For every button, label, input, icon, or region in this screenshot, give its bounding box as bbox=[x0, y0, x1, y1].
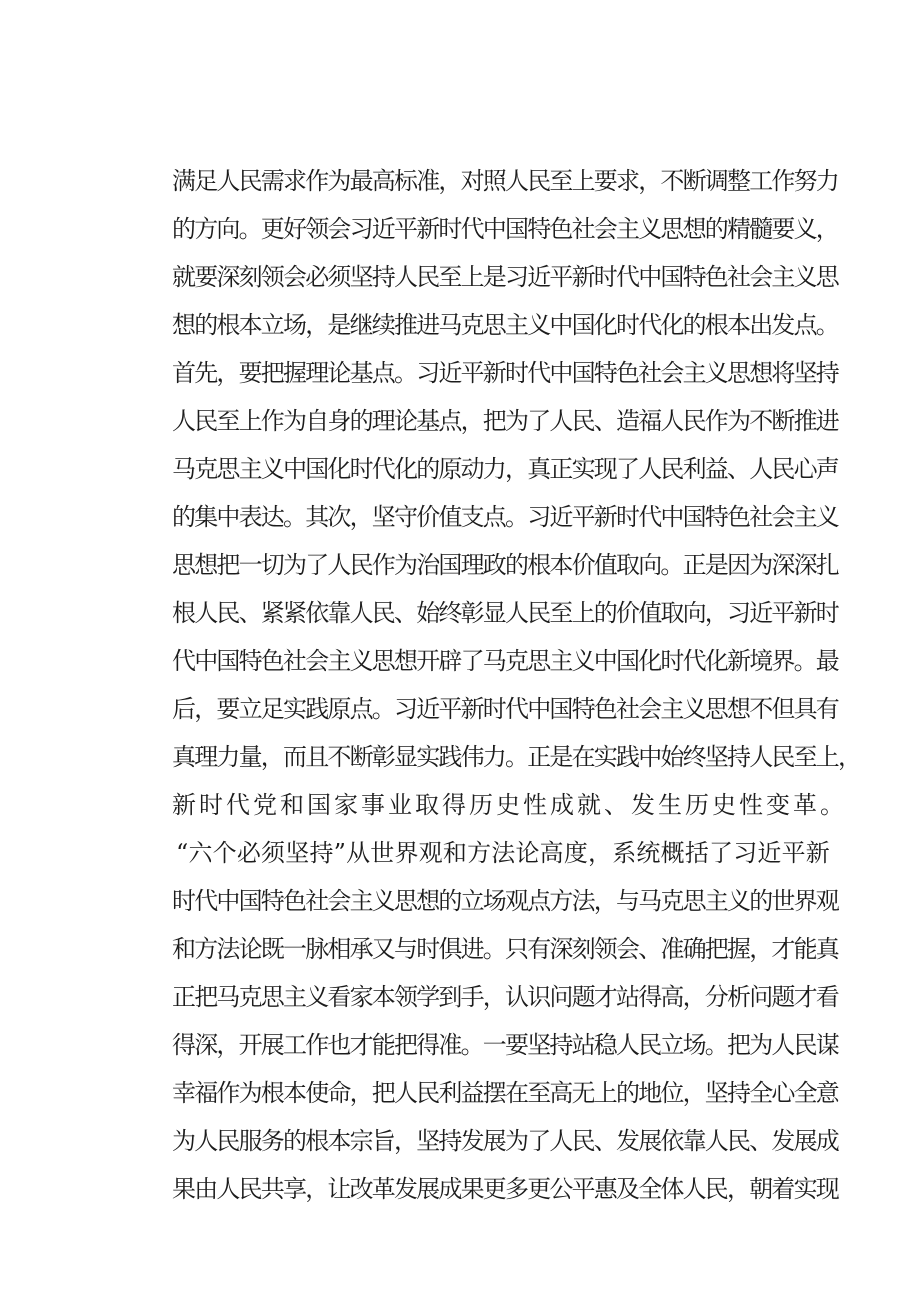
p2-line-3: 和方法论既一脉相承又与时俱进。只有深刻领会、准确把握，才能真 bbox=[172, 935, 838, 963]
p1-line-4: 想的根本立场，是继续推进马克思主义中国化时代化的根本出发点。 bbox=[172, 311, 838, 339]
p1-line-12: 后，要立足实践原点。习近平新时代中国特色社会主义思想不但具有 bbox=[172, 695, 838, 723]
p1-line-7: 马克思主义中国化时代化的原动力，真正实现了人民利益、人民心声 bbox=[172, 455, 838, 483]
p1-line-13: 真理力量，而且不断彰显实践伟力。正是在实践中始终坚持人民至上， bbox=[172, 743, 861, 771]
p1-line-9: 思想把一切为了人民作为治国理政的根本价值取向。正是因为深深扎 bbox=[172, 551, 838, 579]
p1-line-10: 根人民、紧紧依靠人民、始终彰显人民至上的价值取向，习近平新时 bbox=[172, 599, 838, 627]
p2-line-1: “六个必须坚持”从世界观和方法论高度，系统概括了习近平新 bbox=[176, 839, 830, 867]
p2-line-2: 时代中国特色社会主义思想的立场观点方法，与马克思主义的世界观 bbox=[172, 887, 838, 915]
p2-line-6: 幸福作为根本使命，把人民利益摆在至高无上的地位，坚持全心全意 bbox=[172, 1079, 838, 1107]
p1-line-2: 的方向。更好领会习近平新时代中国特色社会主义思想的精髓要义， bbox=[172, 215, 838, 243]
p1-line-14: 新时代党和国家事业取得历史性成就、发生历史性变革。 bbox=[172, 791, 847, 819]
p1-line-1: 满足人民需求作为最高标准，对照人民至上要求，不断调整工作努力 bbox=[172, 167, 838, 195]
p1-line-3: 就要深刻领会必须坚持人民至上是习近平新时代中国特色社会主义思 bbox=[172, 263, 838, 291]
p1-line-6: 人民至上作为自身的理论基点，把为了人民、造福人民作为不断推进 bbox=[172, 407, 838, 435]
p1-line-5: 首先，要把握理论基点。习近平新时代中国特色社会主义思想将坚持 bbox=[172, 359, 838, 387]
p2-line-4: 正把马克思主义看家本领学到手，认识问题才站得高，分析问题才看 bbox=[172, 983, 838, 1011]
p1-line-11: 代中国特色社会主义思想开辟了马克思主义中国化时代化新境界。最 bbox=[172, 647, 838, 675]
p2-line-5: 得深，开展工作也才能把得准。一要坚持站稳人民立场。把为人民谋 bbox=[172, 1031, 838, 1059]
p1-line-8: 的集中表达。其次，坚守价值支点。习近平新时代中国特色社会主义 bbox=[172, 503, 838, 531]
p2-line-7: 为人民服务的根本宗旨，坚持发展为了人民、发展依靠人民、发展成 bbox=[172, 1127, 838, 1155]
p2-line-8: 果由人民共享，让改革发展成果更多更公平惠及全体人民，朝着实现 bbox=[172, 1175, 838, 1203]
